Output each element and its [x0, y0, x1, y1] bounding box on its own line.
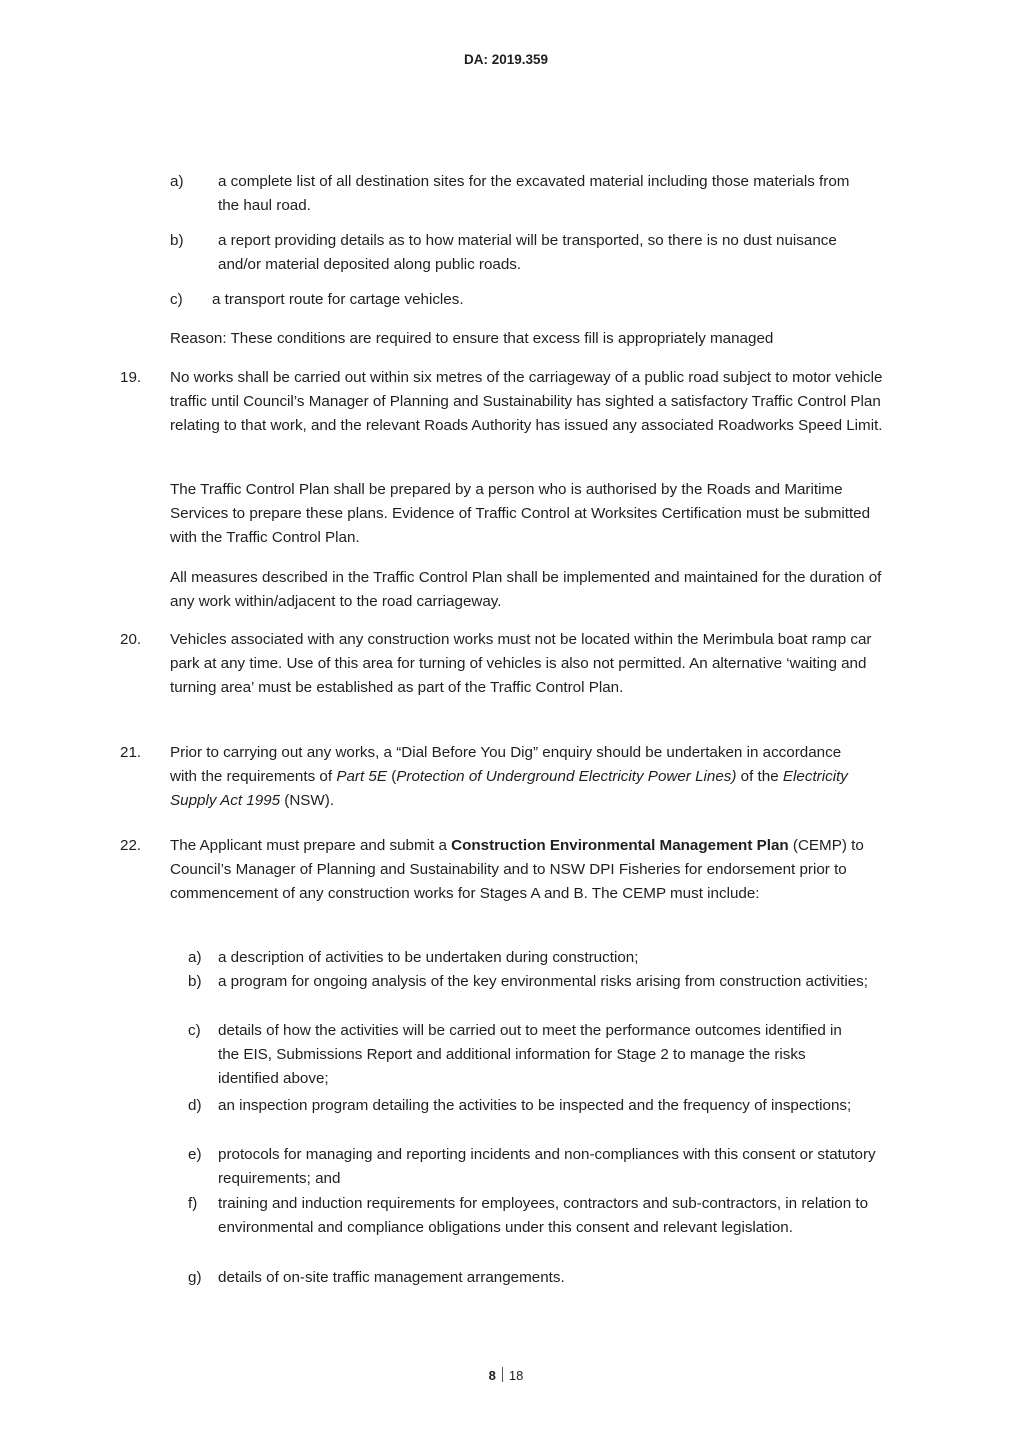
- item-label: e): [188, 1146, 202, 1163]
- item-label: f): [188, 1195, 198, 1212]
- cemp-title: Construction Environmental Management Plan: [451, 837, 789, 854]
- page-separator: [502, 1367, 503, 1382]
- legislation-part: Part 5E: [336, 768, 387, 785]
- item-text: a description of activities to be undertaken during construction;: [218, 949, 639, 966]
- item-label: c): [188, 1022, 201, 1039]
- legislation-act: Electricity Supply Act 1995: [170, 768, 848, 809]
- item-label: a): [188, 949, 202, 966]
- item-text: a complete list of all destination sites for the excavated material including those materials from the haul road.: [218, 173, 850, 214]
- item-text: a report providing details as to how material will be transported, so there is no dust nuisance and/or material deposited along public roads.: [218, 232, 837, 273]
- legislation-part-title: Protection of Underground Electricity Power Lines): [396, 768, 737, 785]
- item-text: details of how the activities will be carried out to meet the performance outcomes identified in the EIS, Submissions Report and additional information for Stage 2 to manage the risks identified above;: [218, 1022, 842, 1087]
- condition-paragraph: No works shall be carried out within six metres of the carriageway of a public road subject to motor vehicle traffic until Council’s Manager of Planning and Sustainability has sighted a satisfactory Traffic Control Plan relating to that work, and the relevant Roads Authority has issued any associated Roadworks Speed Limit.: [170, 369, 883, 434]
- condition-number: 22.: [120, 837, 142, 854]
- item-text: training and induction requirements for employees, contractors and sub-contractors, in relation to environmental and compliance obligations under this consent and relevant legislation.: [218, 1195, 869, 1236]
- condition-number: 21.: [120, 744, 142, 761]
- page-footer: [0, 1364, 1012, 1388]
- page-number: 8: [488, 1368, 496, 1383]
- item-text: a program for ongoing analysis of the key environmental risks arising from construction activities;: [218, 973, 868, 990]
- document-header: DA: 2019.359: [463, 52, 549, 67]
- condition-number: 19.: [120, 369, 142, 386]
- item-label: b): [170, 232, 184, 249]
- reason-text: Reason: These conditions are required to ensure that excess fill is appropriately managed: [170, 330, 774, 347]
- condition-paragraph: Prior to carrying out any works, a “Dial Before You Dig” enquiry should be undertaken in accordance with the requirements of Part 5E (Protection of Underground Electricity Power Lines) of the Electricity Supply Act 1995 (NSW).: [170, 744, 848, 809]
- item-label: g): [188, 1269, 202, 1286]
- condition-number: 20.: [120, 631, 142, 648]
- condition-paragraph: The Traffic Control Plan shall be prepared by a person who is authorised by the Roads and Maritime Services to prepare these plans. Evidence of Traffic Control at Worksites Certification must be submitted with the Traffic Control Plan.: [170, 481, 871, 546]
- condition-paragraph: The Applicant must prepare and submit a Construction Environmental Management Plan (CEMP) to Council’s Manager of Planning and Sustainability and to NSW DPI Fisheries for endorsement prior to commencement of any construction works for Stages A and B. The CEMP must include:: [170, 837, 864, 902]
- item-text: protocols for managing and reporting incidents and non-compliances with this consent or statutory requirements; and: [218, 1146, 876, 1187]
- page-total: 18: [508, 1368, 524, 1383]
- item-text: details of on-site traffic management arrangements.: [218, 1269, 565, 1286]
- item-label: b): [188, 973, 202, 990]
- condition-paragraph: All measures described in the Traffic Control Plan shall be implemented and maintained for the duration of any work within/adjacent to the road carriageway.: [170, 569, 882, 610]
- item-label: a): [170, 173, 184, 190]
- item-text: a transport route for cartage vehicles.: [212, 291, 464, 308]
- item-text: an inspection program detailing the activities to be inspected and the frequency of inspections;: [218, 1097, 852, 1114]
- item-label: c): [170, 291, 183, 308]
- condition-paragraph: Vehicles associated with any construction works must not be located within the Merimbula boat ramp car park at any time. Use of this area for turning of vehicles is also not permitted. An alternative ‘waiting and turning area’ must be established as part of the Traffic Control Plan.: [170, 631, 872, 696]
- item-label: d): [188, 1097, 202, 1114]
